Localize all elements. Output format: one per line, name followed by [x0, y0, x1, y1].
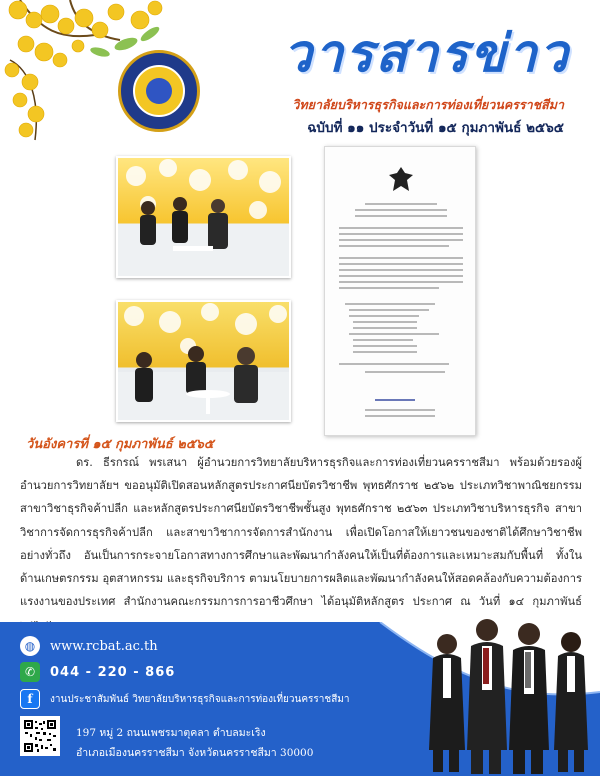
newsletter-title: วารสารข่าว: [282, 23, 570, 84]
college-name: วิทยาลัยบริหารธุรกิจและการท่องเที่ยวนครราชสีมา: [292, 97, 564, 112]
phone-icon: ✆: [20, 662, 40, 682]
address-line-1: 197 หมู่ 2 ถนนเพชรมาตุคลา ตำบลมะเริง: [76, 727, 266, 739]
qr-code[interactable]: [20, 716, 60, 756]
article-date: วันอังคารที่ ๑๕ กุมภาพันธ์ ๒๕๖๕: [26, 437, 214, 452]
article-body: ดร. ธีรกรณ์ พรเสนา ผู้อำนวยการวิทยาลัยบริหารธุรกิจและการท่องเที่ยวนครราชสีมา พร้อมด้วยรองผู้อำนวยการวิทยาลัยฯ ขออนุมัติเปิดสอนหลักสูตรประกาศนียบัตรวิชาชีพ พุทธศักราช ๒๕๖๒ ประเภทวิชาพาณิชยกรรม สาขาวิชาธุรกิจค้าปลีก และหลักสูตรประกาศนียบัตรวิชาชีพชั้นสูง พุทธศักราช ๒๕๖๓ ประเภทวิชาบริหารธุรกิจ สาขาวิชาการจัดการธุรกิจค้าปลีก และสาขาวิชาการจัดการสำนักงาน เพื่อเปิดโอกาสให้เยาวชนของชาติได้ศึกษาวิชาชีพอย่างทั่วถึง อันเป็นการกระจายโอกาสทางการศึกษาและพัฒนากำลังคนให้เป็นที่ต้องการและเหมาะสมกับพื้นที่ ทั้งในด้านเกษตรกรรม อุตสาหกรรม และธุรกิจบริการ ตามนโยบายการผลิตและพัฒนากำลังคนให้สอดคล้องกับความต้องการแรงงานของประเทศ สำนักงานคณะกรรมการการอาชีวศึกษา ได้อนุมัติหลักสูตร ประกาศ ณ วันที่ ๑๔ กุมภาพันธ์: [20, 456, 582, 609]
issue-info: ฉบับที่ ๑๑ ประจำวันที่ ๑๕ กุมภาพันธ์ ๒๕๖๕: [307, 120, 564, 136]
official-announcement-document: [324, 146, 476, 436]
seal-core: [146, 78, 172, 104]
college-seal: [118, 50, 200, 132]
facebook-row: [20, 689, 350, 709]
address-line-2: อำเภอเมืองนครราชสีมา จังหวัดนครราชสีมา 30000: [76, 747, 314, 759]
garuda-emblem: [388, 165, 414, 195]
globe-icon: ◍: [20, 636, 40, 656]
header: [0, 0, 600, 150]
phone-row: [20, 662, 175, 682]
website-row: [20, 636, 158, 656]
staff-group-photo: [425, 600, 595, 776]
meeting-photo-1: [116, 156, 291, 278]
facebook-icon: f: [20, 689, 40, 709]
website-link[interactable]: www.rcbat.ac.th: [50, 638, 158, 654]
phone-number[interactable]: 044 - 220 - 866: [50, 664, 176, 680]
meeting-photo-2: [116, 300, 291, 422]
facebook-page-link[interactable]: งานประชาสัมพันธ์ วิทยาลัยบริหารธุรกิจและการท่องเที่ยวนครราชสีมา: [50, 693, 350, 705]
seal-center: [133, 65, 185, 117]
